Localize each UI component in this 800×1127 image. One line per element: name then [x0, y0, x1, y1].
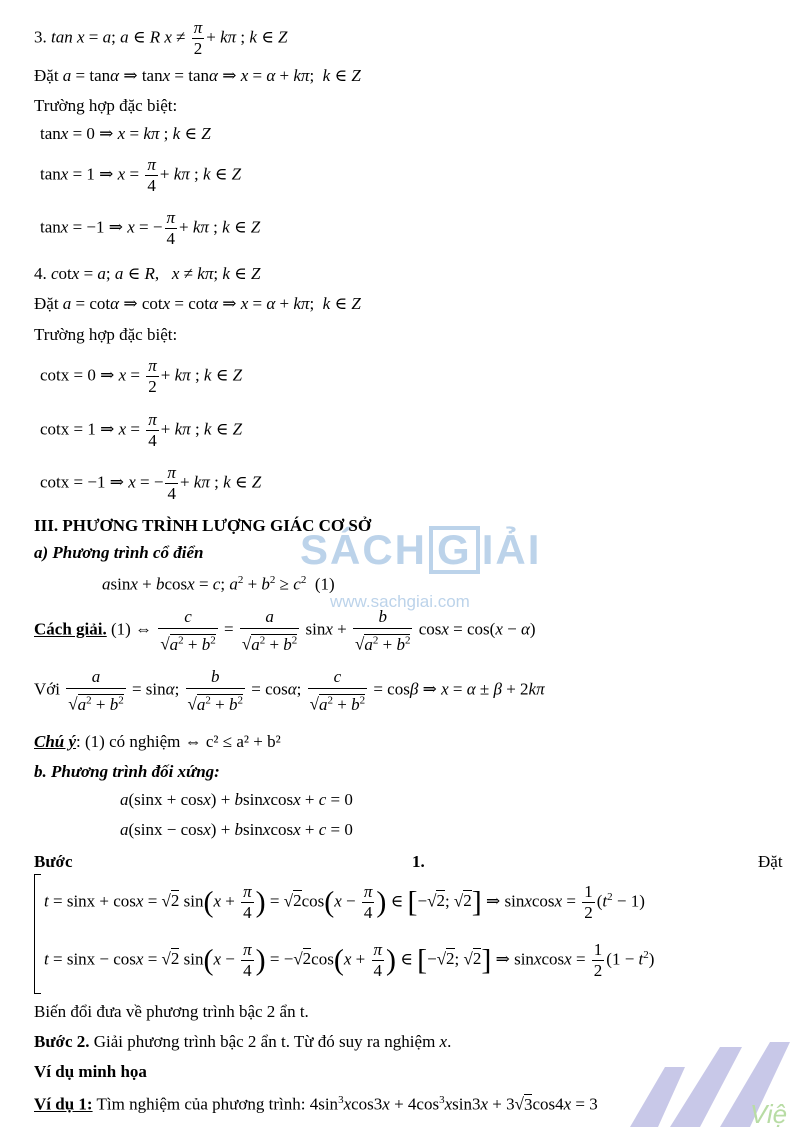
section-iii-title: III. PHƯƠNG TRÌNH LƯỢNG GIÁC CƠ SỞ — [34, 516, 372, 535]
system-line-2: t = sinx − cosx = √2 sin(x − $\frac{\pi}{4}$ ) = −√2cos(x + $\frac{\pi}{4}$ ) ∈ [−√2; √2] ⇒ sinxcosx = $\frac{1}{2}$ $(1 - t^2)$ — [44, 940, 655, 980]
section-a-title: a) Phương trình cổ điển — [34, 543, 204, 562]
method-label: Cách giải. — [34, 619, 107, 639]
step2-end: . — [447, 1032, 452, 1051]
tan-set-line: Đặt a = tanα ⇒ tanx = tanα ⇒ x = α + kπ; k ∈ Z — [34, 66, 361, 85]
classic-equation: asinx + bcosx = c; $a^2 + b^2 \ge c^2$ (1) — [102, 574, 335, 594]
step1-set-label: Đặt — [758, 852, 783, 871]
note-text: : (1) có nghiệm ⇔ c² ≤ a² + b² — [76, 732, 281, 751]
corner-watermark-text: Việ — [750, 1099, 788, 1127]
system-brace — [34, 874, 41, 994]
watermark-brand-g: G — [429, 526, 480, 574]
note-line — [34, 732, 281, 752]
section-b-title: b. Phương trình đối xứng: — [34, 762, 220, 781]
step2-label: Bước 2. — [34, 1032, 90, 1051]
cot-case-0: cotx = 0 ⇒ x = $\frac{\pi}{2}$ + kπ ; k ∈ Z — [40, 356, 243, 396]
corner-watermark-logo — [610, 1027, 800, 1127]
note-label: Chú ý — [34, 732, 77, 751]
watermark-url: www.sachgiai.com — [330, 592, 470, 611]
example1-text: Tìm nghiệm của phương trình: — [92, 1094, 310, 1114]
system-line-1: t = sinx + cosx = √2 sin(x + $\frac{\pi}{4}$ ) = √2cos(x − $\frac{\pi}{4}$ ) ∈ [−√2; √2] ⇒ sinxcosx = $\frac{1}{2}$ $(t^2 - 1)$ — [44, 882, 645, 922]
cot-case-1: cotx = 1 ⇒ x = $\frac{\pi}{4}$ + kπ ; k ∈ Z — [40, 410, 243, 450]
watermark-brand-right: IẢI — [481, 526, 542, 573]
step2-line — [34, 1032, 451, 1052]
tan-special-label: Trường hợp đặc biệt: — [34, 96, 178, 115]
cot-special-label: Trường hợp đặc biệt: — [34, 325, 178, 344]
cot-heading: 4. cotx = a; a ∈ R, x ≠ kπ; k ∈ Z — [34, 264, 261, 283]
step2-text: Giải phương trình bậc 2 ẩn t. Từ đó suy ra nghiệm — [89, 1032, 440, 1051]
step1-number: 1. — [412, 852, 425, 871]
tan-case-neg1: tanx = −1 ⇒ x = − $\frac{\pi}{4}$ + kπ ; k ∈ Z — [40, 208, 261, 248]
step1-label: Bước — [34, 852, 73, 871]
tan-case-1: tanx = 1 ⇒ x = $\frac{\pi}{4}$ + kπ ; k ∈ Z — [40, 155, 242, 195]
symmetric-eq-1: a(sinx + cosx) + bsinxcosx + c = 0 — [120, 790, 353, 809]
tan-set-label: Đặt — [34, 66, 59, 85]
cot-set-label: Đặt — [34, 294, 59, 313]
example1-line: Ví dụ 1: Tìm nghiệm của phương trình: $4\sin^3xcos3x + 4\cos^3xsin3x + 3√3\cos 4x = 3$ — [34, 1094, 598, 1114]
cot-case-neg1: cotx = −1 ⇒ x = − $\frac{\pi}{4}$ + kπ ; k ∈ Z — [40, 463, 262, 503]
transform-text: Biến đổi đưa về phương trình bậc 2 ẩn t. — [34, 1002, 309, 1021]
with-line: Với $\frac{a}{√a^2 + b^2}$ = sinα; $\frac{b}{√a^2 + b^2}$ = cosα; $\frac{c}{√a^2 + b^2}$ = cosβ ⇒ x = α ± β + 2kπ — [34, 667, 545, 714]
step2-variable: x — [439, 1032, 448, 1051]
symmetric-eq-2: a(sinx − cosx) + bsinxcosx + c = 0 — [120, 820, 353, 839]
example-title: Ví dụ minh họa — [34, 1062, 147, 1081]
cot-set-line: Đặt a = cotα ⇒ cotx = cotα ⇒ x = α + kπ; k ∈ Z — [34, 294, 361, 313]
method-line: Cách giải. (1) ⇔ $\frac{c}{√a^2 + b^2}$ = $\frac{a}{√a^2 + b^2}$ sinx + $\frac{b}{√a^2 + b^2}$ cosx = cos(x − α) — [34, 607, 536, 654]
tan-case-0: tanx = 0 ⇒ x = kπ ; k ∈ Z — [40, 124, 211, 143]
with-label: Với — [34, 679, 60, 699]
example1-label: Ví dụ 1: — [34, 1094, 93, 1114]
tan-heading: 3. tan x = a; a ∈ R x ≠ $\frac{\pi}{2}$ + kπ ; k ∈ Z — [34, 18, 288, 58]
watermark-brand-left: SÁCH — [300, 526, 428, 573]
